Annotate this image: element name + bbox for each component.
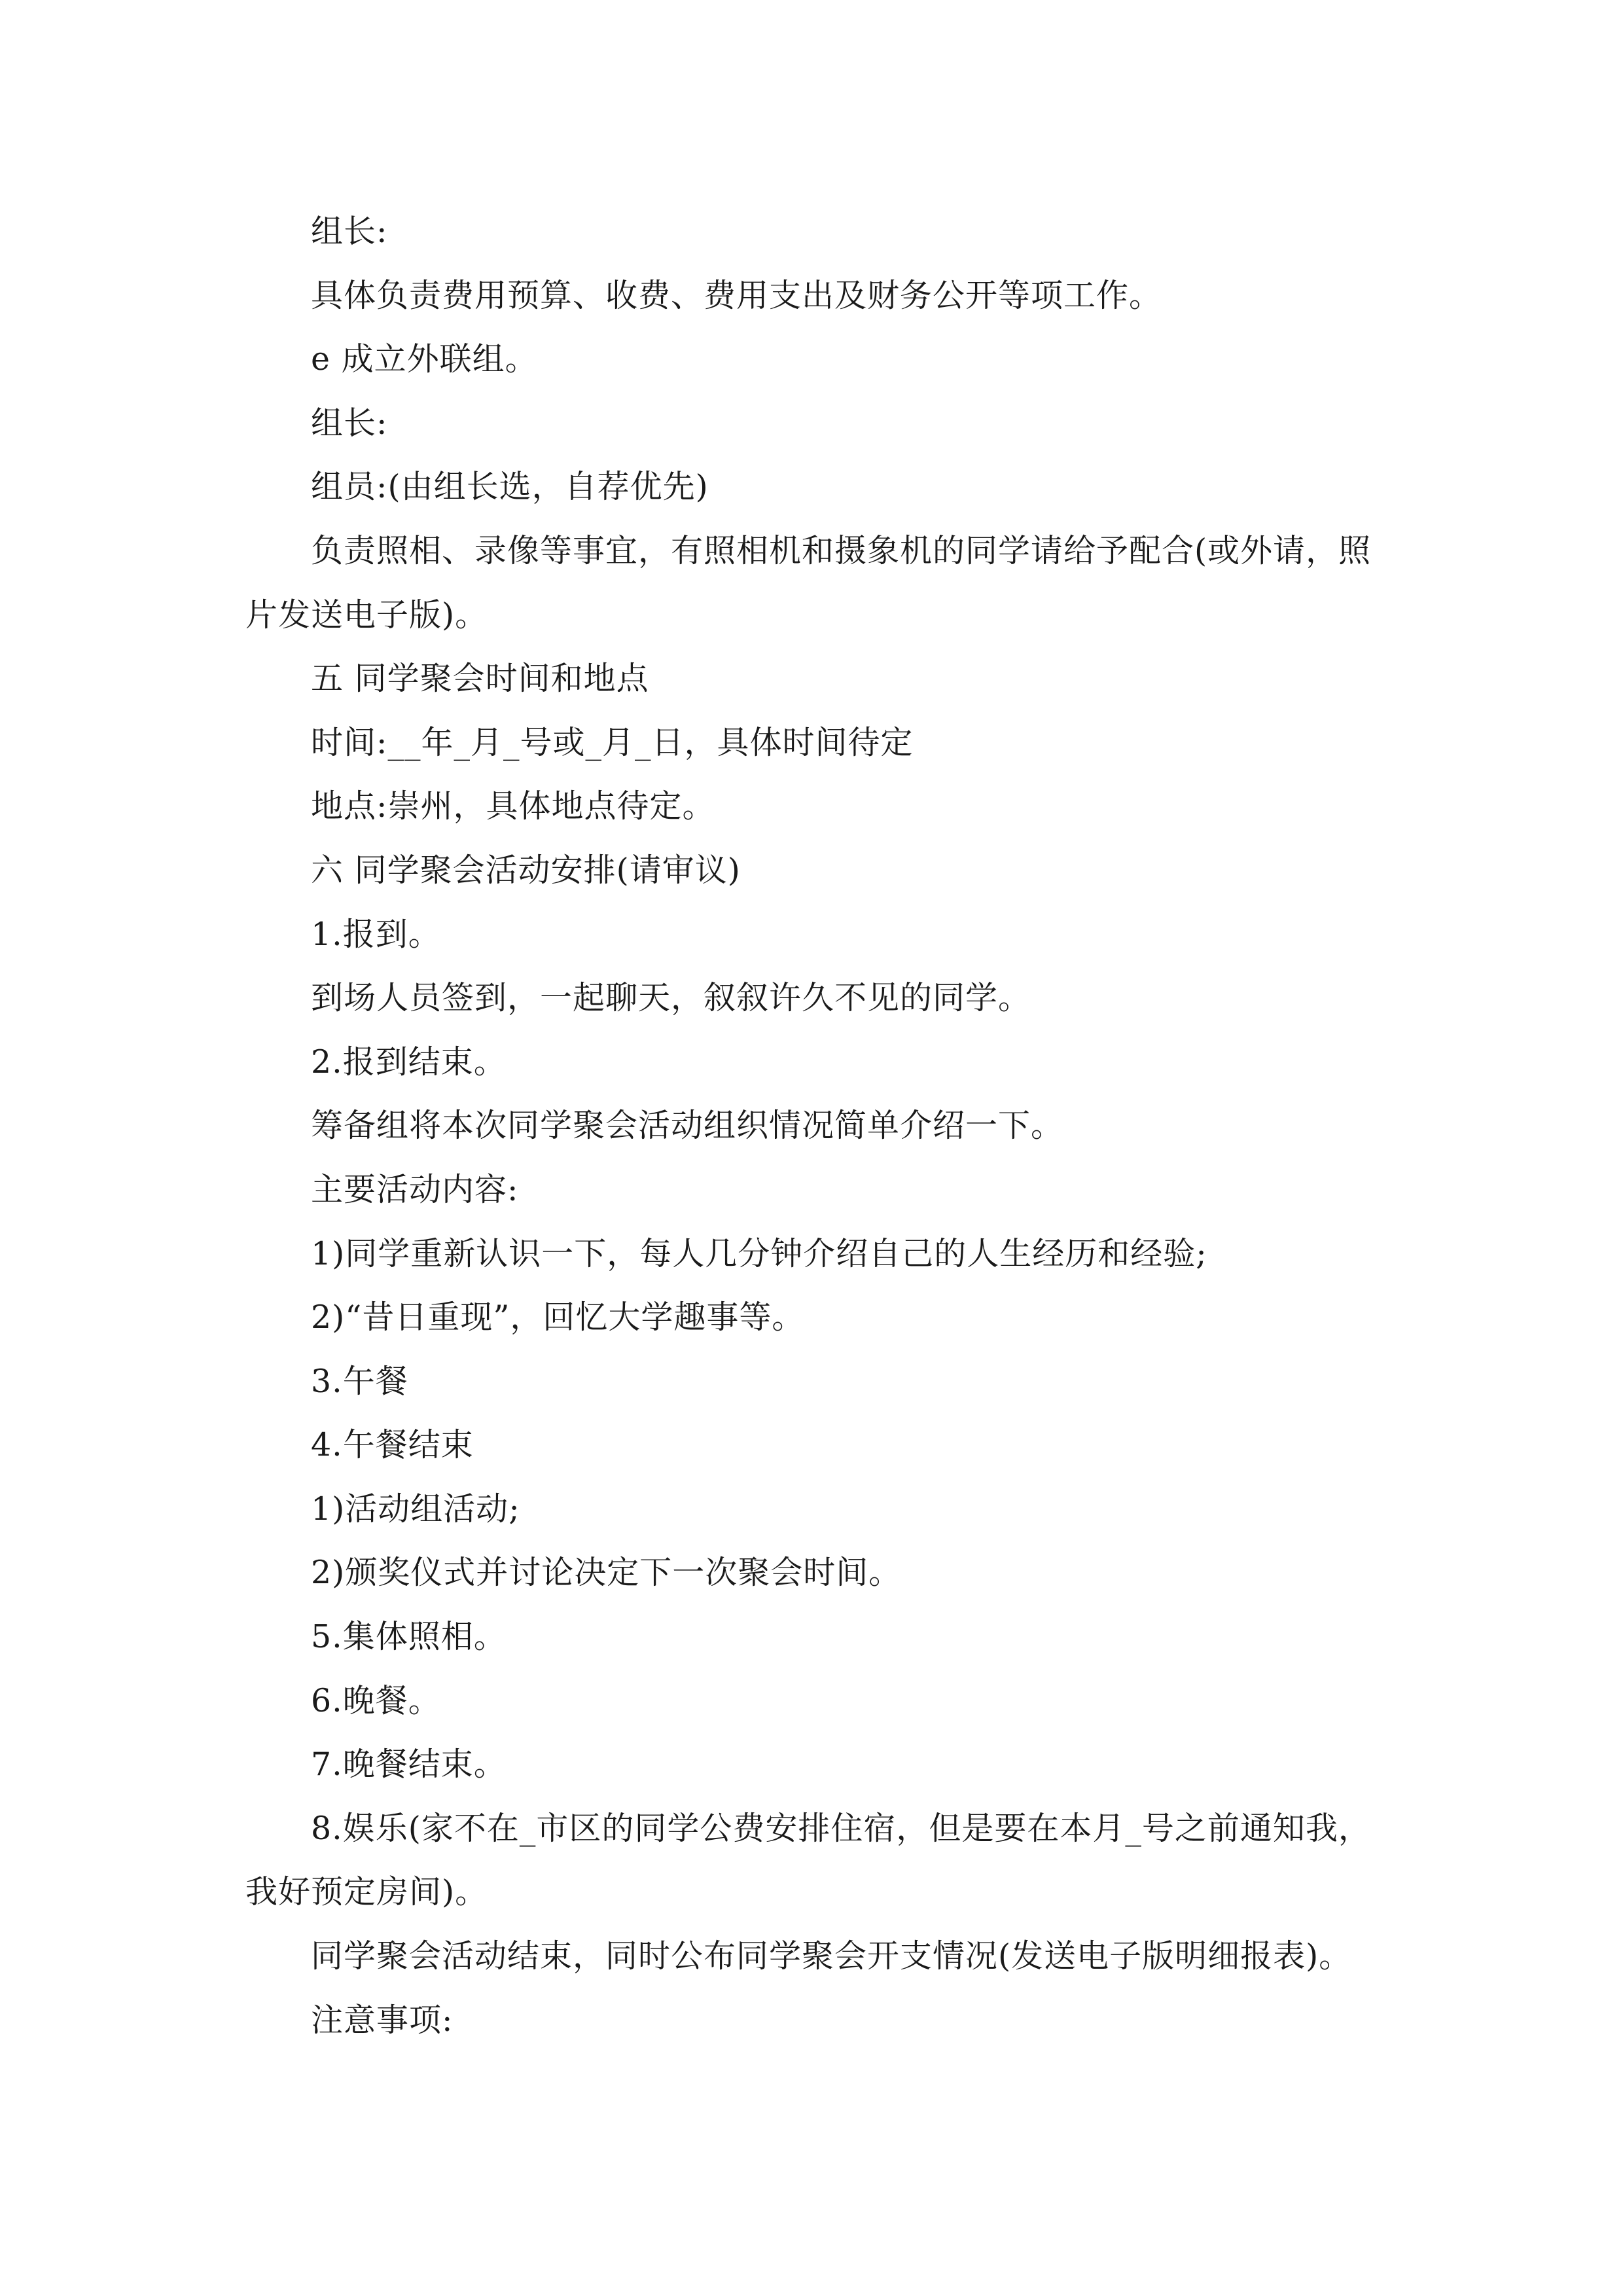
schedule-item-checkin-end: 2.报到结束。 [311, 1043, 507, 1081]
activity-item-reintroduce: 1)同学重新认识一下，每人几分钟介绍自己的人生经历和经验; [311, 1234, 1207, 1272]
paragraph-finance-duties: 具体负责费用预算、收费、费用支出及财务公开等项工作。 [311, 276, 1162, 314]
activity-item-group-activity: 1)活动组活动; [311, 1490, 520, 1528]
paragraph-group-leader: 组长: [311, 213, 388, 250]
schedule-item-group-photo: 5.集体照相。 [311, 1618, 507, 1656]
schedule-item-checkin: 1.报到。 [311, 915, 441, 953]
schedule-item-entertainment: 8.娱乐(家不在_市区的同学公费安排住宿，但是要在本月_号之前通知我，我好预定房间)。 [245, 1809, 1371, 1911]
paragraph-intro: 筹备组将本次同学聚会活动组织情况简单介绍一下。 [311, 1107, 1064, 1145]
schedule-item-dinner: 6.晚餐。 [311, 1681, 441, 1719]
paragraph-place: 地点:崇州，具体地点待定。 [311, 787, 715, 825]
schedule-item-dinner-end: 7.晚餐结束。 [311, 1746, 507, 1784]
paragraph-main-activities: 主要活动内容: [311, 1170, 519, 1208]
schedule-item-lunch-end: 4.午餐结束 [311, 1426, 474, 1464]
activity-item-memories: 2)“昔日重现”，回忆大学趣事等。 [311, 1299, 805, 1336]
paragraph-closing: 同学聚会活动结束，同时公布同学聚会开支情况(发送电子版明细报表)。 [311, 1937, 1352, 1975]
paragraph-liaison-group: e 成立外联组。 [311, 340, 538, 378]
paragraph-liaison-members: 组员:(由组长选，自荐优先) [311, 468, 709, 506]
document-body [245, 200, 1384, 2052]
paragraph-photo-duties: 负责照相、录像等事宜，有照相机和摄象机的同学请给予配合(或外请，照片发送电子版)。 [245, 531, 1372, 634]
paragraph-checkin-detail: 到场人员签到，一起聊天，叙叙许久不见的同学。 [311, 979, 1031, 1017]
activity-item-award: 2)颁奖仪式并讨论决定下一次聚会时间。 [311, 1554, 902, 1592]
paragraph-notes: 注意事项: [311, 2001, 454, 2039]
paragraph-liaison-leader: 组长: [311, 404, 388, 442]
section-heading-schedule: 六 同学聚会活动安排(请审议) [311, 851, 741, 889]
section-heading-time-place: 五 同学聚会时间和地点 [311, 660, 649, 698]
paragraph-time: 时间:__年_月_号或_月_日，具体时间待定 [311, 723, 914, 761]
schedule-item-lunch: 3.午餐 [311, 1362, 408, 1400]
